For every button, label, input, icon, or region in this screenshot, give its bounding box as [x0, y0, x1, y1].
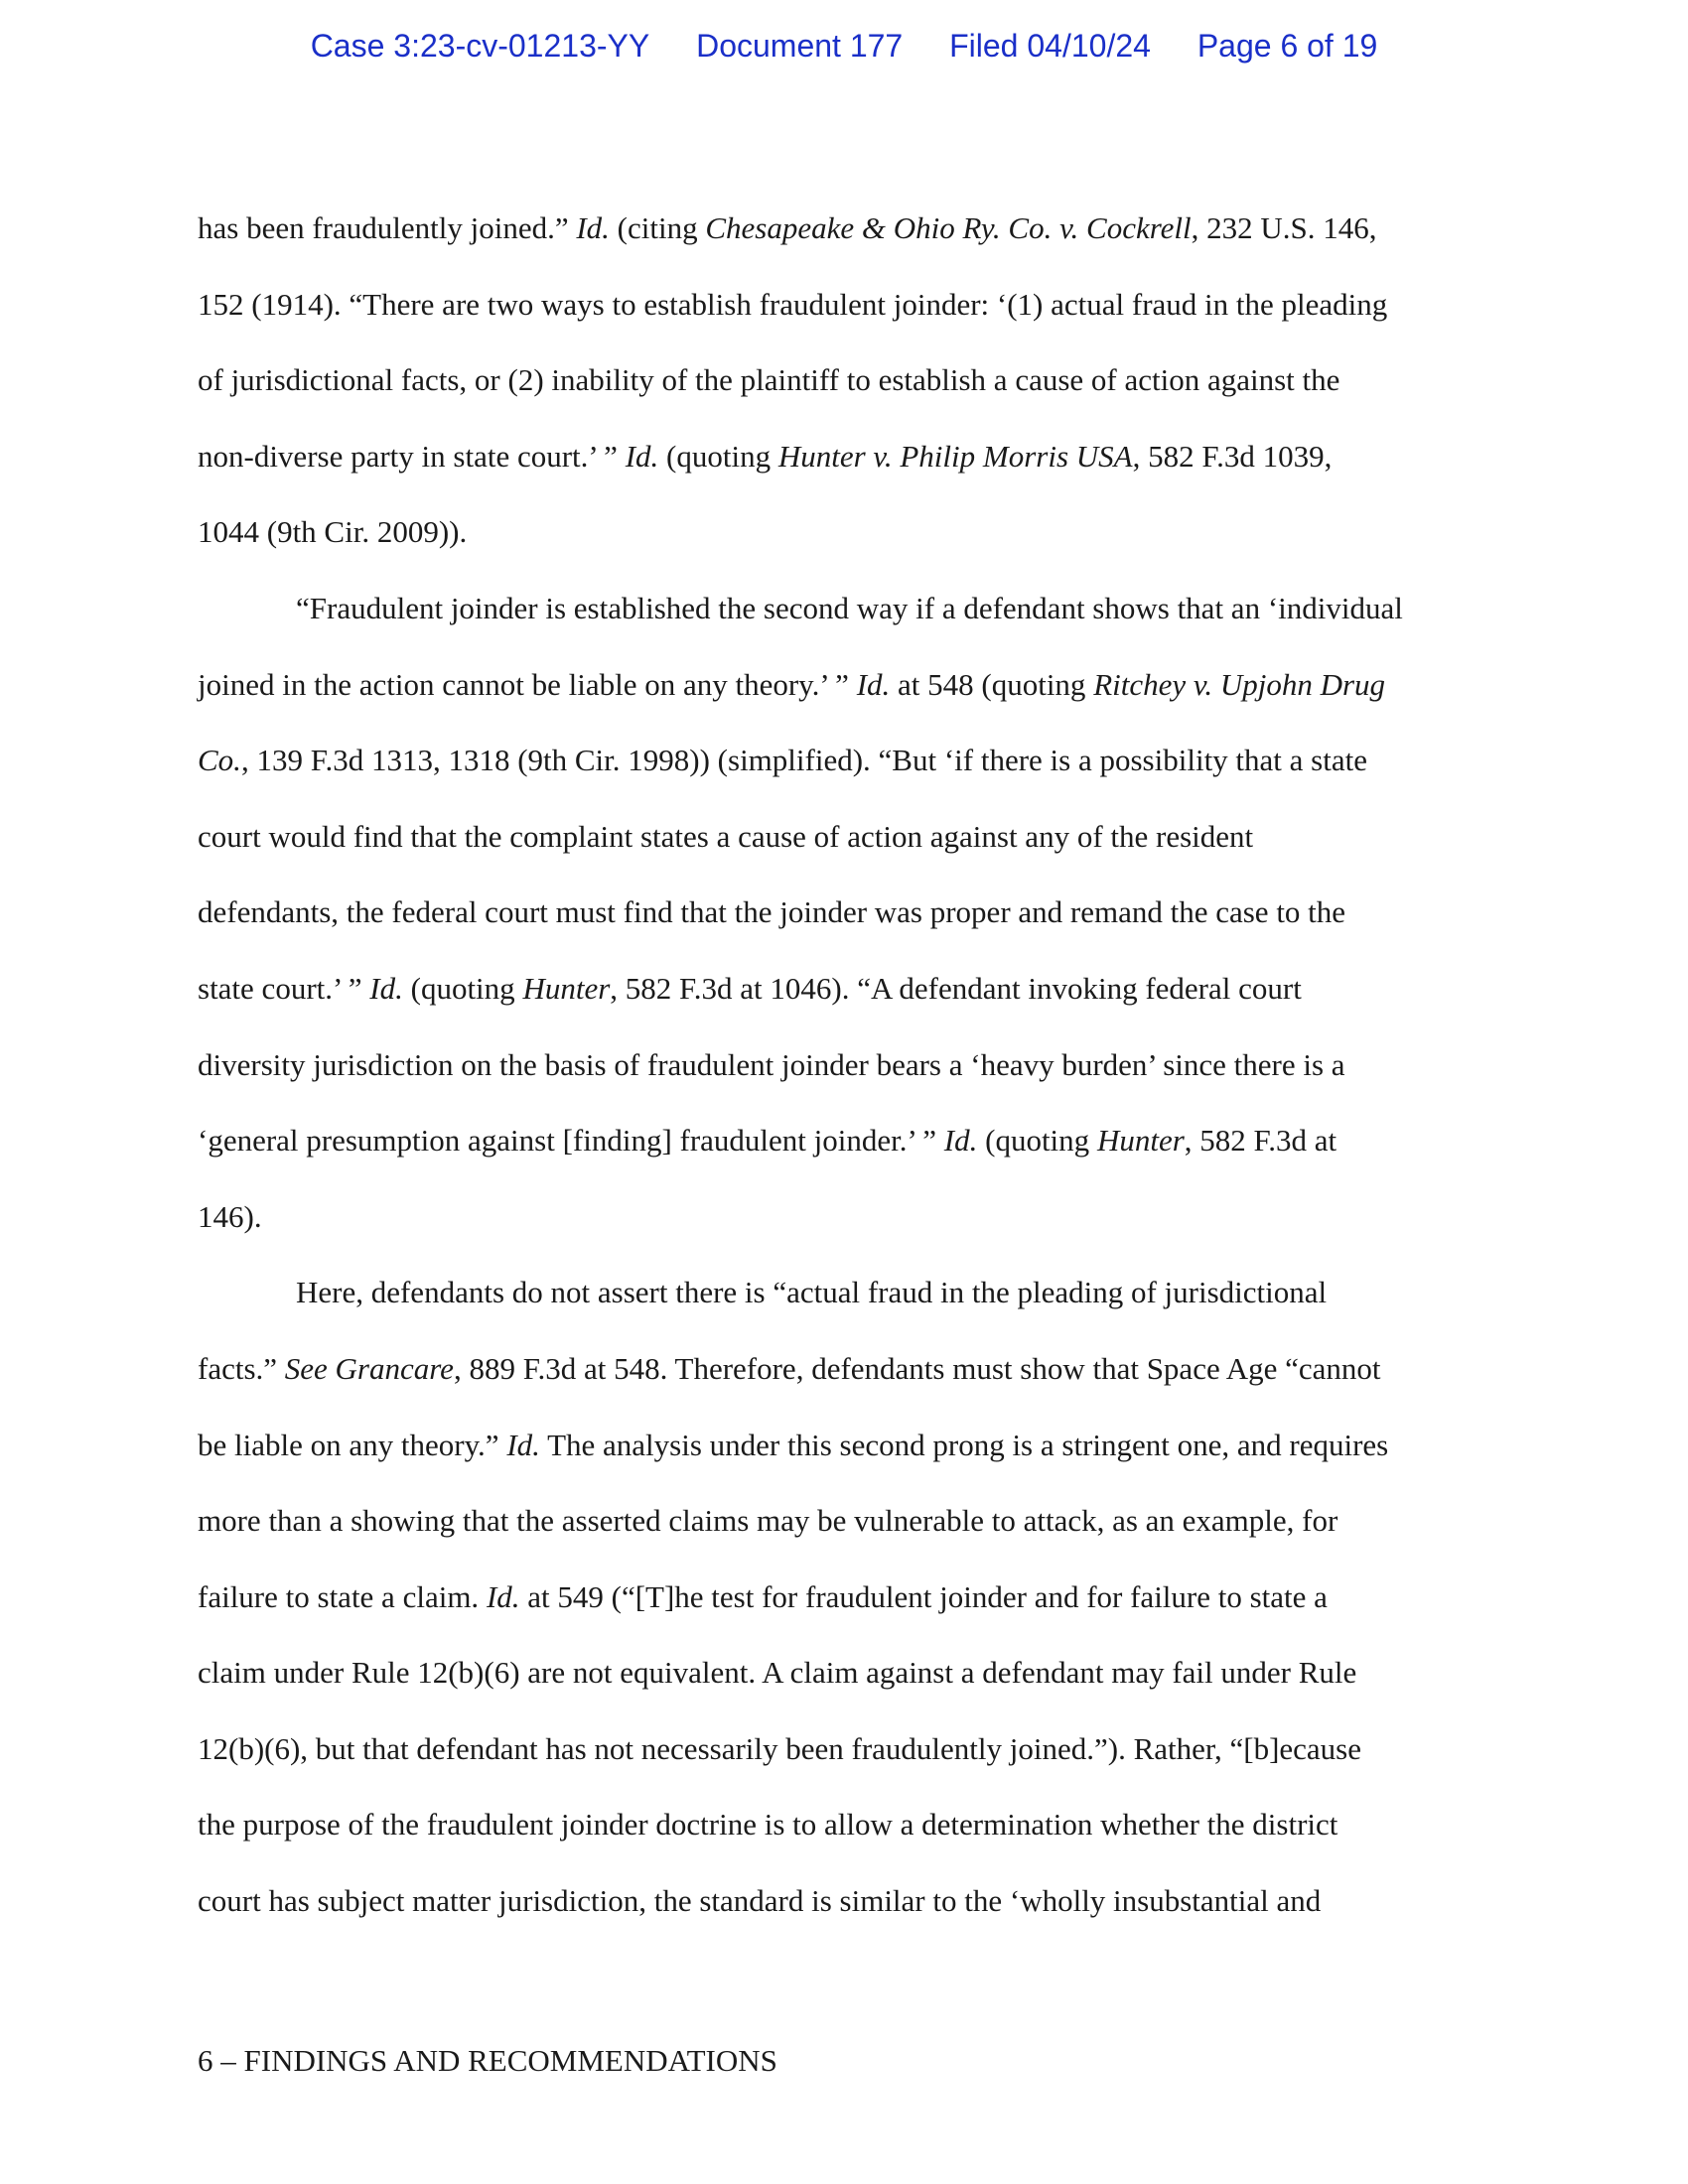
text-segment: non-diverse party in state court.’ ” — [198, 438, 626, 474]
text-segment: diversity jurisdiction on the basis of fraudulent joinder bears a ‘heavy burden’ since there is a — [198, 1046, 1345, 1082]
text-line — [198, 1179, 1508, 1256]
page-number: Page 6 of 19 — [1196, 28, 1378, 64]
text-segment: 146). — [198, 1198, 262, 1234]
text-segment: (quoting — [402, 970, 523, 1006]
text-segment: , 582 F.3d at — [1184, 1123, 1337, 1159]
text-segment: , 582 F.3d 1039, — [1132, 438, 1333, 474]
citation-italic: Chesapeake & Ohio Ry. Co. v. Cockrell — [705, 210, 1192, 245]
text-line — [198, 191, 1508, 267]
citation-italic: Id. — [856, 666, 891, 702]
text-segment: failure to state a claim. — [198, 1578, 487, 1614]
text-line — [198, 1787, 1508, 1863]
text-line — [198, 1408, 1508, 1484]
text-line — [198, 1560, 1508, 1636]
text-line — [198, 1483, 1508, 1560]
text-segment: , 582 F.3d at 1046). “A defendant invoking federal court — [610, 970, 1302, 1006]
text-line — [198, 342, 1508, 419]
citation-italic: Hunter — [1096, 1123, 1185, 1159]
filed-date: Filed 04/10/24 — [949, 28, 1151, 64]
text-line — [198, 799, 1508, 876]
text-segment: has been fraudulently joined.” — [198, 210, 577, 245]
text-segment: court would find that the complaint states a cause of action against any of the resident — [198, 818, 1254, 854]
paragraph-first-line — [198, 1255, 1508, 1331]
citation-italic: Id. — [486, 1578, 520, 1614]
citation-italic: Id. — [369, 970, 403, 1006]
document-number: Document 177 — [696, 28, 904, 64]
citation-italic: Hunter — [522, 970, 611, 1006]
text-segment: (quoting — [658, 438, 778, 474]
text-segment: of jurisdictional facts, or (2) inability of the plaintiff to establish a cause of action against the — [198, 362, 1340, 398]
citation-italic: Id. — [943, 1123, 978, 1159]
page-footer: 6 – FINDINGS AND RECOMMENDATIONS — [198, 2043, 777, 2078]
text-segment: at 548 (quoting — [890, 666, 1094, 702]
text-line — [198, 494, 1508, 571]
text-segment: joined in the action cannot be liable on any theory.’ ” — [198, 666, 857, 702]
citation-italic: Id. — [506, 1427, 540, 1462]
text-line — [198, 1863, 1508, 1940]
text-segment: the purpose of the fraudulent joinder doctrine is to allow a determination whether the district — [198, 1807, 1338, 1843]
text-segment: , 139 F.3d 1313, 1318 (9th Cir. 1998)) (simplified). “But ‘if there is a possibility that a state — [240, 743, 1367, 778]
citation-italic: See Grancare — [284, 1350, 454, 1386]
citation-italic: Hunter v. Philip Morris USA — [777, 438, 1133, 474]
text-segment: at 549 (“[T]he test for fraudulent joinder and for failure to state a — [519, 1578, 1328, 1614]
text-segment: defendants, the federal court must find that the joinder was proper and remand the case to the — [198, 894, 1346, 930]
text-line — [198, 1103, 1508, 1179]
text-segment: , 889 F.3d at 548. Therefore, defendants must show that Space Age “cannot — [453, 1350, 1381, 1386]
text-segment: be liable on any theory.” — [198, 1427, 507, 1462]
text-line — [198, 267, 1508, 343]
text-line — [198, 1635, 1508, 1711]
text-line — [198, 647, 1508, 724]
text-segment: 12(b)(6), but that defendant has not necessarily been fraudulently joined.”). Rather, “[b]ecause — [198, 1730, 1361, 1766]
citation-italic: Co. — [198, 743, 241, 778]
text-segment: 152 (1914). “There are two ways to establish fraudulent joinder: ‘(1) actual fraud in the pleading — [198, 286, 1388, 322]
case-header — [0, 28, 1688, 65]
text-segment: “Fraudulent joinder is established the second way if a defendant shows that an ‘individual — [296, 590, 1403, 625]
text-line — [198, 1711, 1508, 1788]
text-line — [198, 419, 1508, 495]
citation-italic: Id. — [576, 210, 610, 245]
text-segment: claim under Rule 12(b)(6) are not equivalent. A claim against a defendant may fail under Rule — [198, 1655, 1357, 1691]
text-segment: 1044 (9th Cir. 2009)). — [198, 514, 468, 550]
case-number: Case 3:23-cv-01213-YY — [310, 28, 650, 64]
text-segment: (citing — [609, 210, 706, 245]
text-segment: court has subject matter jurisdiction, the standard is similar to the ‘wholly insubstantial and — [198, 1883, 1322, 1919]
opinion-body — [198, 191, 1508, 1940]
text-segment: , 232 U.S. 146, — [1191, 210, 1377, 245]
text-line — [198, 951, 1508, 1027]
text-line — [198, 1331, 1508, 1408]
text-segment: ‘general presumption against [finding] fraudulent joinder.’ ” — [198, 1123, 944, 1159]
text-line — [198, 723, 1508, 799]
text-segment: facts.” — [198, 1350, 285, 1386]
text-segment: Here, defendants do not assert there is “actual fraud in the pleading of jurisdictional — [296, 1275, 1328, 1310]
citation-italic: Id. — [625, 438, 659, 474]
text-segment: (quoting — [977, 1123, 1097, 1159]
text-line — [198, 875, 1508, 951]
citation-italic: Ritchey v. Upjohn Drug — [1093, 666, 1386, 702]
text-line — [198, 1027, 1508, 1104]
text-segment: The analysis under this second prong is a stringent one, and requires — [539, 1427, 1389, 1462]
text-segment: state court.’ ” — [198, 970, 370, 1006]
text-segment: more than a showing that the asserted claims may be vulnerable to attack, as an example, for — [198, 1503, 1338, 1539]
paragraph-first-line — [198, 571, 1508, 647]
